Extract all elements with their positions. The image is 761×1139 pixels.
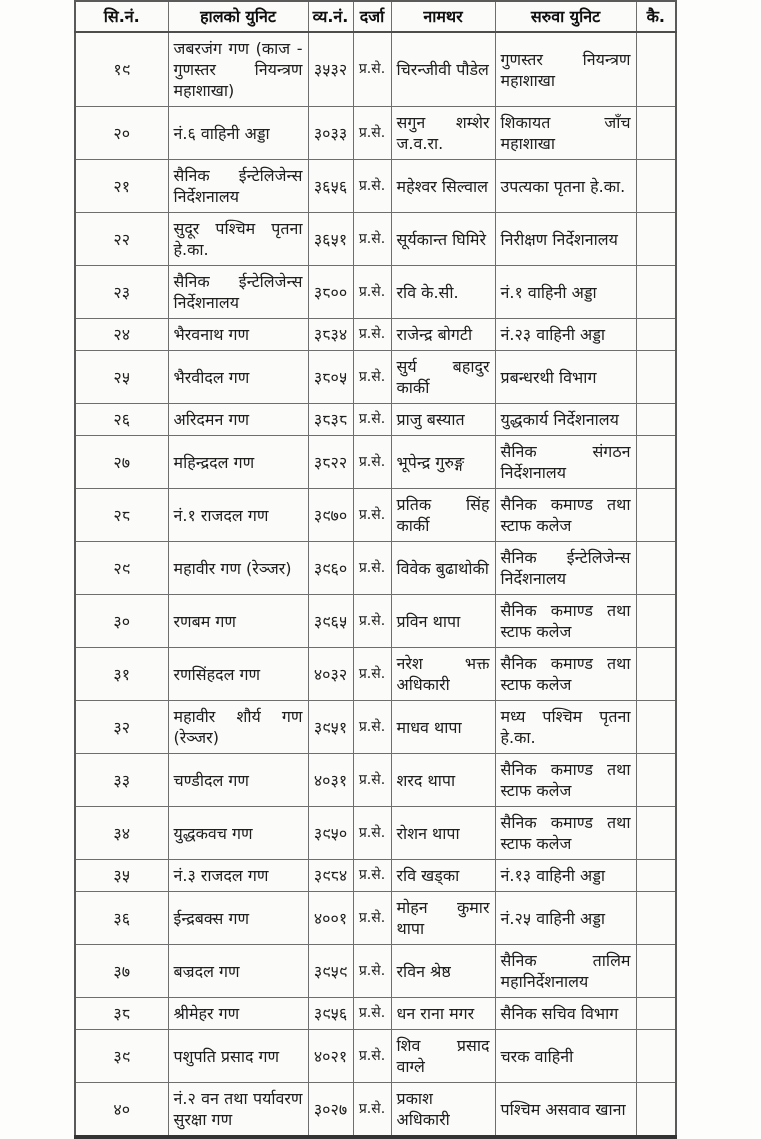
cell-current-unit: महावीर शौर्य गण (रेञ्जर)	[168, 701, 308, 754]
cell-current-unit: चण्डीदल गण	[168, 754, 308, 807]
cell-name: महेश्वर सिल्वाल	[391, 160, 495, 213]
cell-service-number: ३९७०	[308, 489, 353, 542]
table-row	[75, 998, 676, 1030]
cell-remarks	[636, 595, 676, 648]
cell-name: शरद थापा	[391, 754, 495, 807]
cell-service-number: ३९५०	[308, 807, 353, 860]
cell-transfer-unit: नं.२५ वाहिनी अड्डा	[495, 892, 636, 945]
cell-transfer-unit: सैनिक कमाण्ड तथा स्टाफ कलेज	[495, 595, 636, 648]
cell-rank: प्र.से.	[353, 998, 391, 1030]
cell-sn: २२	[75, 213, 168, 266]
cell-remarks	[636, 351, 676, 404]
cell-service-number: ४००१	[308, 892, 353, 945]
cell-service-number: ३८२२	[308, 436, 353, 489]
cell-service-number: ३६५६	[308, 160, 353, 213]
table-row	[75, 648, 676, 701]
cell-service-number: ४०२१	[308, 1030, 353, 1083]
cell-service-number: ३८३८	[308, 404, 353, 436]
cell-sn: २६	[75, 404, 168, 436]
cell-sn: ३२	[75, 701, 168, 754]
cell-transfer-unit: युद्धकार्य निर्देशनालय	[495, 404, 636, 436]
cell-transfer-unit: निरीक्षण निर्देशनालय	[495, 213, 636, 266]
col-header-sn: सि.नं.	[75, 1, 168, 32]
table-row	[75, 945, 676, 998]
cell-name: नरेश भक्त अधिकारी	[391, 648, 495, 701]
cell-rank: प्र.से.	[353, 351, 391, 404]
cell-remarks	[636, 160, 676, 213]
cell-transfer-unit: पश्चिम असवाव खाना	[495, 1083, 636, 1138]
cell-rank: प्र.से.	[353, 160, 391, 213]
cell-sn: ३१	[75, 648, 168, 701]
cell-remarks	[636, 998, 676, 1030]
cell-name: प्राजु बस्यात	[391, 404, 495, 436]
col-header-current-unit: हालको युनिट	[168, 1, 308, 32]
cell-sn: ३४	[75, 807, 168, 860]
cell-service-number: ३८३४	[308, 319, 353, 351]
cell-sn: २३	[75, 266, 168, 319]
cell-sn: ३७	[75, 945, 168, 998]
cell-transfer-unit: सैनिक कमाण्ड तथा स्टाफ कलेज	[495, 489, 636, 542]
cell-rank: प्र.से.	[353, 945, 391, 998]
table-row	[75, 404, 676, 436]
cell-current-unit: पशुपति प्रसाद गण	[168, 1030, 308, 1083]
cell-transfer-unit: शिकायत जाँच महाशाखा	[495, 107, 636, 160]
cell-transfer-unit: सैनिक ईन्टेलिजेन्स निर्देशनालय	[495, 542, 636, 595]
table-row	[75, 489, 676, 542]
cell-rank: प्र.से.	[353, 595, 391, 648]
cell-remarks	[636, 436, 676, 489]
cell-current-unit: बज्रदल गण	[168, 945, 308, 998]
cell-remarks	[636, 319, 676, 351]
table-header-row	[75, 1, 676, 32]
cell-transfer-unit: सैनिक सचिव विभाग	[495, 998, 636, 1030]
cell-service-number: ३९५९	[308, 945, 353, 998]
cell-rank: प्र.से.	[353, 266, 391, 319]
cell-name: धन राना मगर	[391, 998, 495, 1030]
cell-rank: प्र.से.	[353, 1030, 391, 1083]
cell-name: मोहन कुमार थापा	[391, 892, 495, 945]
cell-transfer-unit: सैनिक संगठन निर्देशनालय	[495, 436, 636, 489]
cell-rank: प्र.से.	[353, 701, 391, 754]
cell-sn: ३८	[75, 998, 168, 1030]
cell-sn: ३९	[75, 1030, 168, 1083]
cell-name: प्रविन थापा	[391, 595, 495, 648]
cell-rank: प्र.से.	[353, 436, 391, 489]
cell-name: राजेन्द्र बोगटी	[391, 319, 495, 351]
cell-rank: प्र.से.	[353, 404, 391, 436]
cell-transfer-unit: चरक वाहिनी	[495, 1030, 636, 1083]
cell-current-unit: भैरवनाथ गण	[168, 319, 308, 351]
cell-service-number: ४०३१	[308, 754, 353, 807]
cell-sn: ३५	[75, 860, 168, 892]
cell-name: चिरन्जीवी पौडेल	[391, 32, 495, 107]
table-row	[75, 542, 676, 595]
cell-sn: २१	[75, 160, 168, 213]
table-row	[75, 319, 676, 351]
cell-name: सगुन शम्शेर ज.व.रा.	[391, 107, 495, 160]
cell-remarks	[636, 1030, 676, 1083]
cell-service-number: ३८००	[308, 266, 353, 319]
cell-remarks	[636, 404, 676, 436]
cell-current-unit: सुदूर पश्चिम पृतना हे.का.	[168, 213, 308, 266]
table-row	[75, 436, 676, 489]
cell-rank: प्र.से.	[353, 542, 391, 595]
cell-rank: प्र.से.	[353, 892, 391, 945]
cell-remarks	[636, 945, 676, 998]
cell-transfer-unit: सैनिक तालिम महानिर्देशनालय	[495, 945, 636, 998]
cell-remarks	[636, 860, 676, 892]
table-row	[75, 1083, 676, 1138]
col-header-remarks: कै.	[636, 1, 676, 32]
cell-rank: प्र.से.	[353, 1083, 391, 1138]
cell-remarks	[636, 807, 676, 860]
cell-current-unit: महावीर गण (रेञ्जर)	[168, 542, 308, 595]
table-row	[75, 107, 676, 160]
table-row	[75, 351, 676, 404]
cell-name: रोशन थापा	[391, 807, 495, 860]
cell-transfer-unit: नं.१ वाहिनी अड्डा	[495, 266, 636, 319]
cell-transfer-unit: गुणस्तर नियन्त्रण महाशाखा	[495, 32, 636, 107]
table-row	[75, 1030, 676, 1083]
cell-sn: २४	[75, 319, 168, 351]
cell-name: प्रकाश अधिकारी	[391, 1083, 495, 1138]
table-body	[75, 32, 676, 1137]
col-header-rank: दर्जा	[353, 1, 391, 32]
cell-sn: २९	[75, 542, 168, 595]
cell-sn: २८	[75, 489, 168, 542]
table-row	[75, 701, 676, 754]
cell-current-unit: नं.१ राजदल गण	[168, 489, 308, 542]
cell-sn: ४०	[75, 1083, 168, 1138]
cell-service-number: ३९५१	[308, 701, 353, 754]
cell-remarks	[636, 266, 676, 319]
cell-sn: २७	[75, 436, 168, 489]
cell-rank: प्र.से.	[353, 807, 391, 860]
cell-rank: प्र.से.	[353, 107, 391, 160]
cell-service-number: ३८०५	[308, 351, 353, 404]
cell-current-unit: रणसिंहदल गण	[168, 648, 308, 701]
cell-service-number: ३९५६	[308, 998, 353, 1030]
cell-rank: प्र.से.	[353, 754, 391, 807]
transfer-list-table	[74, 0, 677, 1139]
cell-transfer-unit: सैनिक कमाण्ड तथा स्टाफ कलेज	[495, 648, 636, 701]
cell-service-number: ४०३२	[308, 648, 353, 701]
table-row	[75, 754, 676, 807]
cell-sn: २५	[75, 351, 168, 404]
cell-transfer-unit: नं.१३ वाहिनी अड्डा	[495, 860, 636, 892]
col-header-name: नामथर	[391, 1, 495, 32]
cell-remarks	[636, 754, 676, 807]
table-row	[75, 807, 676, 860]
cell-name: रवि के.सी.	[391, 266, 495, 319]
col-header-service-number: व्य.नं.	[308, 1, 353, 32]
table-row	[75, 860, 676, 892]
cell-sn: २०	[75, 107, 168, 160]
cell-service-number: ३९६०	[308, 542, 353, 595]
cell-service-number: ३९६५	[308, 595, 353, 648]
cell-service-number: ३६५१	[308, 213, 353, 266]
cell-transfer-unit: उपत्यका पृतना हे.का.	[495, 160, 636, 213]
table-row	[75, 595, 676, 648]
cell-current-unit: युद्धकवच गण	[168, 807, 308, 860]
table-row	[75, 160, 676, 213]
cell-name: सूर्यकान्त घिमिरे	[391, 213, 495, 266]
cell-rank: प्र.से.	[353, 648, 391, 701]
cell-current-unit: सैनिक ईन्टेलिजेन्स निर्देशनालय	[168, 266, 308, 319]
cell-transfer-unit: सैनिक कमाण्ड तथा स्टाफ कलेज	[495, 807, 636, 860]
cell-remarks	[636, 1083, 676, 1138]
cell-current-unit: जबरजंग गण (काज - गुणस्तर नियन्त्रण महाशाखा)	[168, 32, 308, 107]
cell-name: रवि खड्का	[391, 860, 495, 892]
cell-current-unit: नं.२ वन तथा पर्यावरण सुरक्षा गण	[168, 1083, 308, 1138]
cell-rank: प्र.से.	[353, 489, 391, 542]
cell-current-unit: अरिदमन गण	[168, 404, 308, 436]
cell-remarks	[636, 213, 676, 266]
cell-service-number: ३९८४	[308, 860, 353, 892]
cell-name: शिव प्रसाद वाग्ले	[391, 1030, 495, 1083]
cell-service-number: ३०३३	[308, 107, 353, 160]
cell-current-unit: श्रीमेहर गण	[168, 998, 308, 1030]
cell-name: भूपेन्द्र गुरुङ्ग	[391, 436, 495, 489]
cell-current-unit: रणबम गण	[168, 595, 308, 648]
cell-current-unit: नं.३ राजदल गण	[168, 860, 308, 892]
cell-transfer-unit: प्रबन्धरथी विभाग	[495, 351, 636, 404]
cell-name: सुर्य बहादुर कार्की	[391, 351, 495, 404]
cell-sn: ३०	[75, 595, 168, 648]
table-header	[75, 1, 676, 32]
cell-rank: प्र.से.	[353, 860, 391, 892]
cell-service-number: ३५३२	[308, 32, 353, 107]
cell-transfer-unit: नं.२३ वाहिनी अड्डा	[495, 319, 636, 351]
cell-remarks	[636, 542, 676, 595]
cell-remarks	[636, 648, 676, 701]
table-row	[75, 892, 676, 945]
cell-sn: १९	[75, 32, 168, 107]
table-row	[75, 266, 676, 319]
cell-current-unit: सैनिक ईन्टेलिजेन्स निर्देशनालय	[168, 160, 308, 213]
cell-remarks	[636, 489, 676, 542]
cell-rank: प्र.से.	[353, 319, 391, 351]
cell-remarks	[636, 701, 676, 754]
cell-rank: प्र.से.	[353, 32, 391, 107]
cell-current-unit: ईन्द्रबक्स गण	[168, 892, 308, 945]
cell-sn: ३६	[75, 892, 168, 945]
cell-current-unit: महिन्द्रदल गण	[168, 436, 308, 489]
cell-remarks	[636, 107, 676, 160]
cell-current-unit: नं.६ वाहिनी अड्डा	[168, 107, 308, 160]
cell-transfer-unit: मध्य पश्चिम पृतना हे.का.	[495, 701, 636, 754]
cell-name: रविन श्रेष्ठ	[391, 945, 495, 998]
table-row	[75, 32, 676, 107]
cell-rank: प्र.से.	[353, 213, 391, 266]
cell-remarks	[636, 892, 676, 945]
cell-name: माधव थापा	[391, 701, 495, 754]
cell-sn: ३३	[75, 754, 168, 807]
cell-service-number: ३०२७	[308, 1083, 353, 1138]
cell-transfer-unit: सैनिक कमाण्ड तथा स्टाफ कलेज	[495, 754, 636, 807]
table-row	[75, 213, 676, 266]
col-header-transfer-unit: सरुवा युनिट	[495, 1, 636, 32]
cell-current-unit: भैरवीदल गण	[168, 351, 308, 404]
cell-name: विवेक बुढाथोकी	[391, 542, 495, 595]
cell-remarks	[636, 32, 676, 107]
cell-name: प्रतिक सिंह कार्की	[391, 489, 495, 542]
